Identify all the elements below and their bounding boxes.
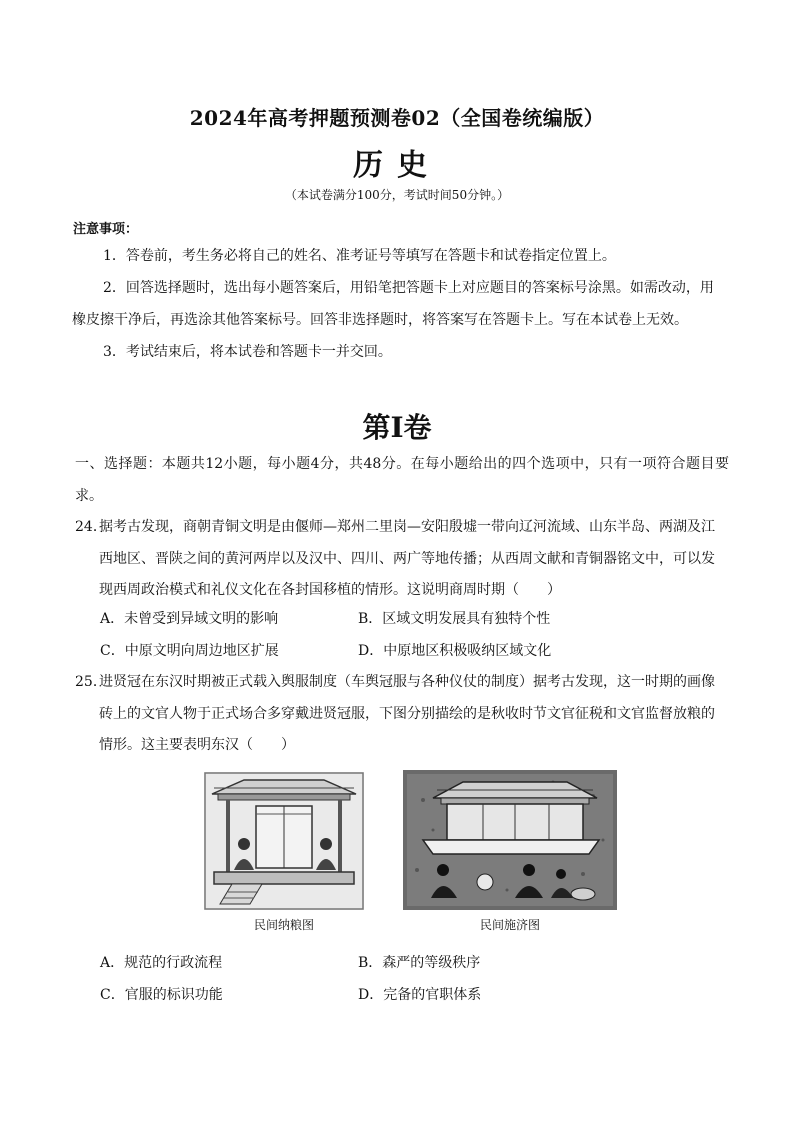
question-25-line-1 bbox=[75, 667, 725, 699]
grain-collection-caption: 民间纳粮图 bbox=[253, 918, 314, 932]
relief-distribution-caption: 民间施济图 bbox=[479, 918, 540, 932]
question-25-text-1: 进贤冠在东汉时期被正式载入舆服制度（车舆冠服与各种仪仗的制度）据考古发现，这一时期的画像 bbox=[99, 674, 715, 690]
question-25-line-2: 砖上的文官人物于正式场合多穿戴进贤冠服，下图分别描绘的是秋收时节文官征税和文官监督放粮的 bbox=[99, 705, 715, 722]
relief-distribution-image bbox=[403, 770, 617, 910]
question-25-option-b[interactable]: B．森严的等级秩序 bbox=[358, 955, 481, 971]
note-item-1: 1．答卷前，考生务必将自己的姓名、准考证号等填写在答题卡和试卷指定位置上。 bbox=[103, 248, 616, 264]
note-item-3: 3．考试结束后，将本试卷和答题卡一并交回。 bbox=[103, 344, 392, 360]
volume-title: 第I卷 bbox=[362, 411, 432, 444]
question-24-option-d[interactable]: D．中原地区积极吸纳区域文化 bbox=[358, 643, 552, 659]
question-24-line-3: 现西周政治模式和礼仪文化在各封国移植的情形。这说明商周时期（ ） bbox=[99, 582, 561, 598]
exam-info: （本试卷满分100分，考试时间50分钟。） bbox=[284, 188, 510, 202]
question-25 bbox=[75, 667, 725, 762]
exam-title: 2024年高考押题预测卷02（全国卷统编版） bbox=[189, 106, 605, 130]
relief-distribution-drawing bbox=[403, 770, 617, 910]
question-24-option-c[interactable]: C．中原文明向周边地区扩展 bbox=[100, 643, 279, 659]
question-24-option-b[interactable]: B．区域文明发展具有独特个性 bbox=[358, 611, 551, 627]
question-25-option-c[interactable]: C．官服的标识功能 bbox=[100, 987, 223, 1003]
grain-collection-drawing bbox=[204, 772, 364, 910]
note-item-2-line-2: 橡皮擦干净后，再选涂其他答案标号。回答非选择题时，将答案写在答题卡上。写在本试卷上无效。 bbox=[72, 312, 688, 328]
notes-heading: 注意事项： bbox=[73, 222, 139, 237]
question-24-text-1: 据考古发现，商朝青铜文明是由偃师—郑州二里岗—安阳殷墟一带向辽河流域、山东半岛、两湖及江 bbox=[99, 519, 715, 535]
question-25-option-d[interactable]: D．完备的官职体系 bbox=[358, 987, 482, 1003]
question-24-number: 24． bbox=[75, 519, 107, 535]
question-24-option-a[interactable]: A．未曾受到异域文明的影响 bbox=[100, 611, 279, 627]
subject-title: 历史 bbox=[353, 148, 441, 183]
grain-collection-image bbox=[204, 772, 364, 910]
question-25-option-a[interactable]: A．规范的行政流程 bbox=[100, 955, 223, 971]
question-25-number: 25． bbox=[75, 674, 107, 690]
note-item-2 bbox=[72, 272, 723, 336]
question-25-line-3: 情形。这主要表明东汉（ ） bbox=[99, 737, 295, 753]
question-24 bbox=[75, 512, 725, 607]
note-item-2-line-1: 2．回答选择题时，选出每小题答案后，用铅笔把答题卡上对应题目的答案标号涂黑。如需改动，用 bbox=[103, 280, 714, 296]
question-24-line-1 bbox=[75, 512, 725, 544]
section-intro: 一、选择题：本题共12小题，每小题4分，共48分。在每小题给出的四个选项中，只有一项符合题目要求。 bbox=[75, 456, 729, 504]
question-24-line-2: 西地区、晋陕之间的黄河两岸以及汉中、四川、两广等地传播；从西周文献和青铜器铭文中，可以发 bbox=[99, 550, 715, 567]
